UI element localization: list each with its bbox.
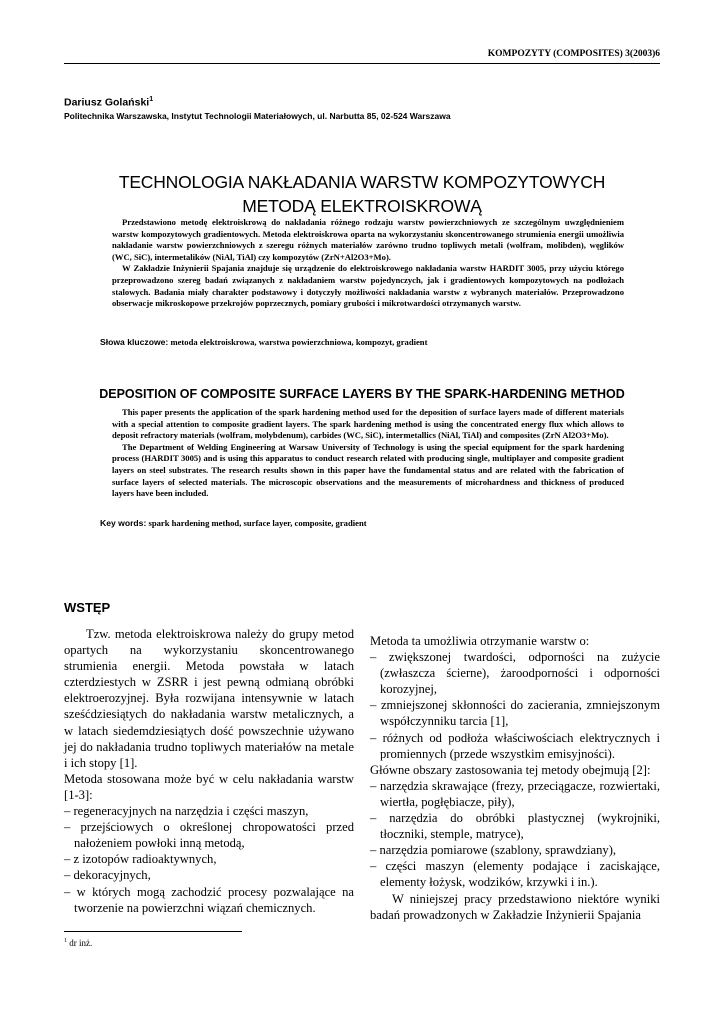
abstract-english-paragraph-1: This paper presents the application of the spark hardening method used for the deposition of surface layers made of different materials with a special attention to composite gradient layers. The spark hardening method is using the concentrated energy flux which allows to deposit refractory materials (wolfram, molybdenum), carbides (WC, SiC), intermetallics (NiAl, TiAl) and composites (ZrN Al2O3+Mo). [112,407,624,441]
list-item: – narzędzia skrawające (frezy, przeciągacze, rozwiertaki, wiertła, pogłębiacze, piły), [370,778,660,810]
body-paragraph: W niniejszej pracy przedstawiono niektóre wyniki badań prowadzonych w Zakładzie Inżynierii Spajania [370,891,660,922]
list-item: – narzędzia pomiarowe (szablony, sprawdziany), [370,842,660,858]
body-column-left [64,626,354,916]
list-item: – regeneracyjnych na narzędzia i części maszyn, [64,803,354,819]
keywords-polish [100,337,427,347]
title-polish-line-1: TECHNOLOGIA NAKŁADANIA WARSTW KOMPOZYTOWYCH [118,172,606,192]
author-name [64,96,153,109]
list-item: – zmniejszonej skłonności do zacierania, zmniejszonym współczynniku tarcia [1], [370,697,660,729]
keywords-polish-value: metoda elektroiskrowa, warstwa powierzchniowa, kompozyt, gradient [170,337,428,347]
author-footnote-mark: 1 [149,96,154,103]
list-item: – w których mogą zachodzić procesy pozwalające na tworzenie na powierzchni wiązań chemicznych. [64,884,354,916]
author-name-text: Dariusz Golański [64,96,150,109]
footnote [64,938,92,948]
bullet-list [64,803,354,916]
bullet-list [370,649,660,762]
abstract-polish-paragraph-2: W Zakładzie Inżynierii Spajania znajduje się urządzenie do elektroiskrowego nakładania warstw HARDIT 3005, przy użyciu którego przeprowadzono szereg badań związanych z nakładaniem warstw pojedynczych, jak i gradientowych kompozytowych na podłożach stalowych. Badania miały charakter podstawowy i dotyczyły możliwości nakładania warstw z wybranych materiałów. Przeprowadzono obserwacje mikroskopowe przekrojów poprzecznych, pomiary grubości i mikrotwardości otrzymanych warstw. [112,263,624,309]
list-item: – różnych od podłoża właściwościach elektrycznych i promiennych (przede wszystkim emisyjności). [370,730,660,762]
list-item: – z izotopów radioaktywnych, [64,851,354,867]
body-paragraph: Metoda stosowana może być w celu nakładania warstw [1-3]: [64,771,354,802]
list-item: – narzędzia do obróbki plastycznej (wykrojniki, tłoczniki, stemple, matryce), [370,810,660,842]
journal-header: KOMPOZYTY (COMPOSITES) 3(2003)6 [487,49,660,59]
title-polish-line-2: METODĄ ELEKTROISKROWĄ [242,196,482,216]
header-rule [64,63,660,64]
title-english: DEPOSITION OF COMPOSITE SURFACE LAYERS BY THE SPARK-HARDENING METHOD [99,387,625,401]
body-paragraph: Główne obszary zastosowania tej metody obejmują [2]: [370,762,651,777]
abstract-english [112,407,624,500]
title-polish [64,170,660,218]
body-paragraph: Tzw. metoda elektroiskrowa należy do grupy metod opartych na wykorzystaniu skoncentrowanego strumienia energii. Metoda powstała w latach czterdziestych w ZSRR i jest pewną odmianą obróbki elektroerozyjnej. Była rozwijana intensywnie w latach sześćdziesiątych do nakładania warstw metalicznych, a w latach siedemdziesiątych dość powszechnie używano jej do nakładania trudno topliwych materiałów na metale i ich stopy [1]. [64,627,354,770]
keywords-english-label: Key words: [100,518,147,528]
keywords-english [100,518,367,528]
author-affiliation: Politechnika Warszawska, Instytut Technologii Materiałowych, ul. Narbutta 85, 02-524 Warszawa [64,111,451,121]
footnote-mark: 1 [64,938,67,944]
body-paragraph: Metoda ta umożliwia otrzymanie warstw o: [370,634,590,648]
keywords-english-value: spark hardening method, surface layer, composite, gradient [148,518,367,528]
abstract-polish-paragraph-1: Przedstawiono metodę elektroiskrową do nakładania różnego rodzaju warstw powierzchniowych ze szczególnym uwzględnieniem warstw kompozytowych gradientowych. Metoda elektroiskrowa oparta na wykorzystaniu skoncentrowanego strumienia energii umożliwia nakładanie warstw powierzchniowych z szeregu różnych materiałów zarówno trudno topliwych metali (wolfram, molibden), węglików (WC, SiC), intermetalików (NiAl, TiAl) czy kompozytów (ZrN+Al2O3+Mo). [112,217,624,262]
abstract-english-paragraph-2: The Department of Welding Engineering at Warsaw University of Technology is using the special equipment for the spark hardening process (HARDIT 3005) and is using this apparatus to conduct research related with producing single, multiplayer and composite gradient layers on steel substrates. The research results shown in this paper have the fundamental status and are related with the fabrication of surface layers of selected materials. The microscopic observations and the measurements of microhardness and thickness of produced layers have been included. [112,441,624,499]
keywords-polish-label: Słowa kluczowe: [100,337,169,347]
list-item: – dekoracyjnych, [64,867,354,883]
abstract-polish [112,217,624,310]
list-item: – części maszyn (elementy podające i zaciskające, elementy łożysk, wodzików, krzywki i in.). [370,858,660,890]
section-heading: WSTĘP [64,600,111,615]
footnote-rule [64,931,242,932]
bullet-list [370,778,660,891]
body-column-right [370,633,660,923]
list-item: – przejściowych o określonej chropowatości przed nałożeniem powłoki inną metodą, [64,819,354,851]
footnote-text: dr inż. [69,938,93,948]
list-item: – zwiększonej twardości, odporności na zużycie (zwłaszcza ścierne), żaroodporności i odporności korozyjnej, [370,649,660,697]
